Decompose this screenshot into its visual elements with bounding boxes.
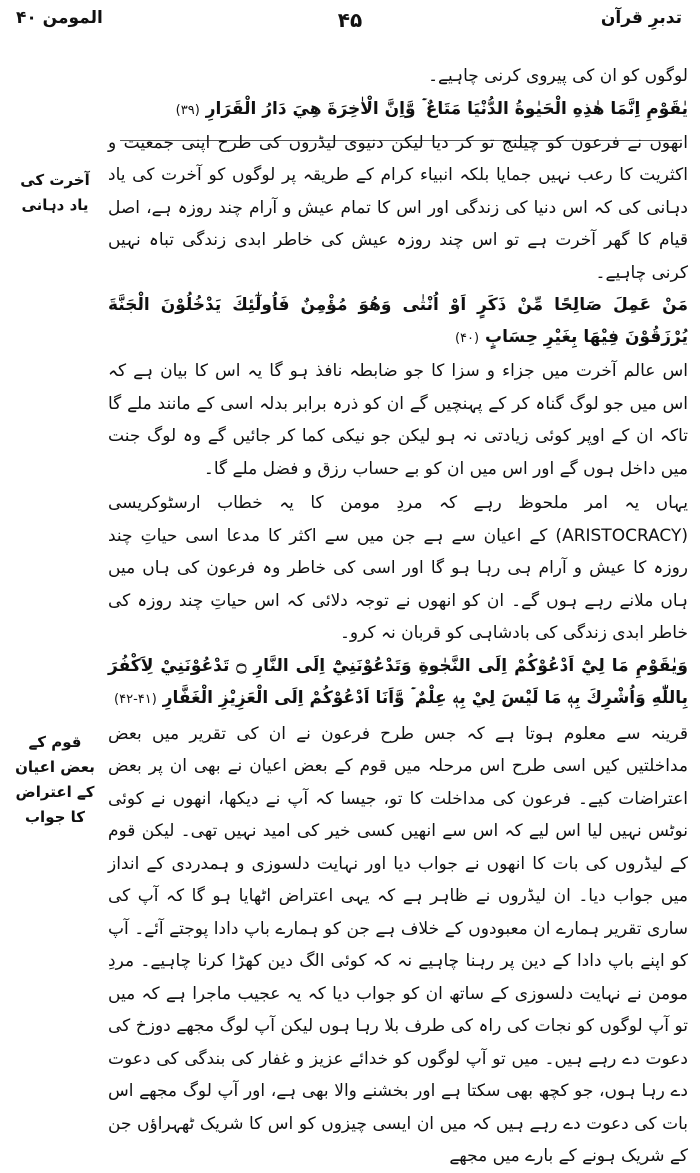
verse-reference: (۳۹): [175, 102, 200, 118]
verse-text: مَنْ عَمِلَ صَالِحًا مِّنْ ذَكَرٍ اَوْ اُنْثٰى وَهُوَ مُؤْمِنٌ فَاُولٰٓئِكَ يَدْخُلُوْنَ الْجَنَّةَ يُرْزَقُوْنَ فِيْهَا بِغَيْرِ حِسَابٍ: [108, 295, 688, 347]
verse-text: یٰقَوْمِ اِنَّمَا هٰذِهِ الْحَيٰوةُ الدُّنْيَا مَتَاعٌ ۡ وَّاِنَّ الْاٰخِرَةَ هِيَ دَارُ الْقَرَارِ: [205, 98, 688, 119]
verse-reference: (۴۱-۴۲): [114, 691, 157, 707]
margin-note-reply: قوم کے بعض اعیان کے اعتراض کا جواب: [15, 733, 95, 826]
main-text: [108, 60, 688, 1173]
paragraph: انھوں نے فرعون کو چیلنج تو کر دیا لیکن دنیوی لیڈروں کی طرح اپنی جمعیت و اکثریت کا رعب نہیں جمایا بلکہ انبیاء کرام کے طریقہ پر لوگوں کو آخرت کی یاد دہانی کی کہ اس دنیا کی زندگی اور اس کا تمام عیش و آرام چند روزہ ہے، اصل قیام کا گھر آخرت ہے تو اس چند روزہ عیش کی خاطر ابدی زندگی تباہ نہیں کرنی چاہیے۔: [108, 132, 688, 283]
paragraph: قرینہ سے معلوم ہوتا ہے کہ جس طرح فرعون نے ان کی تقریر میں بعض مداخلتیں کیں اسی طرح اس مرحلہ میں قوم کے بعض اعیان نے بھی ان پر بعض اعتراضات کیے۔ فرعون کی مداخلت کا تو، جیسا کہ آپ نے دیکھا، انھوں نے کوئی نوٹس نہیں لیا اس لیے کہ اس سے انھیں کسی خیر کی امید نہیں تھی۔ لیکن قوم کے لیڈروں کی بات کا انھوں نے جواب دیا اور نہایت دلسوزی و ہمدردی کے انداز میں جواب دیا۔ ان لیڈروں نے ظاہر ہے کہ یہی اعتراض اٹھایا ہو گا کہ آپ کی ساری تقریر ہمارے ان معبودوں کے خلاف ہے جن کو ہمارے باپ دادا پوجتے آئے۔ آپ کو اپنے باپ دادا کے دین پر رہنا چاہیے نہ کہ کوئی الگ دین کھڑا کرنا چاہیے۔ مردِ مومن نے نہایت دلسوزی کے ساتھ ان کو جواب دیا کہ یہ عجیب ماجرا ہے کہ میں تو آپ لوگوں کو نجات کی راہ کی طرف بلا رہا ہوں لیکن آپ لوگ مجھے دوزخ کی دعوت دے رہے ہیں۔ میں تو آپ لوگوں کو خدائے عزیز و غفار کی بندگی کی دعوت دے رہا ہوں، جو کچھ بھی سکتا ہے اور بخشنے والا بھی ہے، اور آپ لوگ مجھے اس بات کی دعوت دے رہے ہیں کہ میں ان ایسی چیزوں کو اس کا شریک ٹھہراؤں جن کے شریک ہونے کے بارے میں مجھے: [108, 723, 688, 1166]
verse-reference: (۴۰): [454, 331, 480, 346]
quran-verse: [108, 289, 688, 355]
margin-note-akhirat: آخرت کی یاد دہانی: [20, 171, 90, 214]
paragraph: یہاں یہ امر ملحوظ رہے کہ مردِ مومن کا یہ خطاب ارسٹوکریسی (ARISTOCRACY) کے اعیان سے ہے جن میں سے اکثر کا مدعا اسی حیاتِ چند روزہ کا عیش و آرام ہی رہا ہو گا اور اسی کی خاطر وہ فرعون کی ہاں میں ہاں ملانے رہے ہوں گے۔ ان کو انھوں نے توجہ دلائی کہ اس حیاتِ چند روزہ کی خاطر ابدی زندگی کی بادشاہی کو قربان نہ کرو۔: [108, 493, 688, 643]
verse-text: وَيٰقَوْمِ مَا لِيْٓ اَدْعُوْكُمْ اِلَى النَّجٰوةِ وَتَدْعُوْنَنِيْٓ اِلَى النَّارِ ۝ تَدْعُوْنَنِيْ لِاَكْفُرَ بِاللّٰهِ وَاُشْرِكَ بِهٖ مَا لَيْسَ لِيْ بِهٖ عِلْمٌ ۡ وَّاَنَا اَدْعُوْكُمْ اِلَى الْعَزِيْزِ الْغَفَّارِ: [108, 655, 688, 708]
page-number: ۴۵: [337, 8, 363, 32]
paragraph: لوگوں کو ان کی پیروی کرنی چاہیے۔: [428, 66, 688, 86]
quran-verse: [108, 650, 688, 716]
running-head-book-title: تدبرِ قرآن: [600, 8, 682, 28]
paragraph: اس عالم آخرت میں جزاء و سزا کا جو ضابطہ نافذ ہو گا یہ اس کا بیان ہے کہ اس میں جو لوگ گناہ کر کے پہنچیں گے ان کو ذرہ برابر بدلہ اسی کے مانند ملے گا تاکہ ان کے اوپر کوئی زیادتی نہ ہو لیکن جو نیکی کما کر جائیں گے وہ لوگ جنت میں داخل ہوں گے اور اس میں ان کو بے حساب رزق و فضل ملے گا۔: [108, 361, 688, 479]
running-head-surah: المومن ۴۰: [16, 8, 103, 28]
quran-verse: [108, 93, 688, 127]
